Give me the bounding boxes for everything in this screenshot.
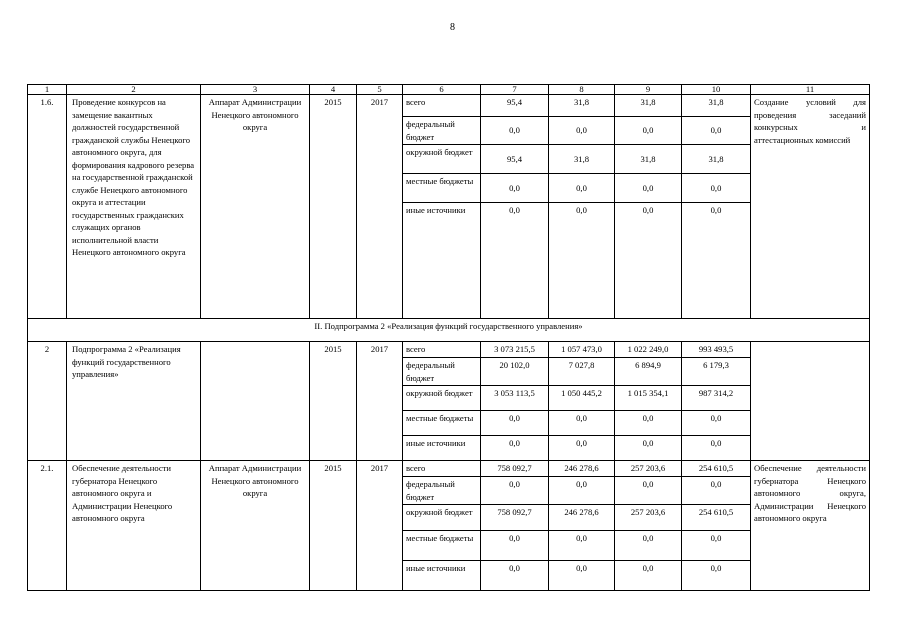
funding-source: окружной бюджет bbox=[403, 386, 481, 411]
funding-source: всего bbox=[403, 95, 481, 117]
value-total: 3 073 215,5 bbox=[481, 342, 549, 358]
value-2015: 31,8 bbox=[549, 95, 615, 117]
column-number: 4 bbox=[310, 85, 357, 95]
value-2015: 0,0 bbox=[549, 117, 615, 145]
value-2015: 1 050 445,2 bbox=[549, 386, 615, 411]
page-number: 8 bbox=[450, 22, 455, 33]
row-number: 2.1. bbox=[28, 461, 67, 591]
value-2015: 0,0 bbox=[549, 203, 615, 319]
column-number: 2 bbox=[67, 85, 201, 95]
value-total: 20 102,0 bbox=[481, 358, 549, 386]
column-number: 7 bbox=[481, 85, 549, 95]
value-total: 0,0 bbox=[481, 477, 549, 505]
value-total: 758 092,7 bbox=[481, 505, 549, 531]
value-2017: 0,0 bbox=[682, 117, 751, 145]
value-2015: 0,0 bbox=[549, 174, 615, 203]
value-2015: 7 027,8 bbox=[549, 358, 615, 386]
section-row bbox=[28, 319, 870, 342]
value-2016: 6 894,9 bbox=[615, 358, 682, 386]
funding-source: местные бюджеты bbox=[403, 531, 481, 561]
column-number: 8 bbox=[549, 85, 615, 95]
funding-source: федеральный бюджет bbox=[403, 358, 481, 386]
row-number: 1.6. bbox=[28, 95, 67, 319]
value-2017: 254 610,5 bbox=[682, 461, 751, 477]
value-2016: 0,0 bbox=[615, 477, 682, 505]
value-2016: 257 203,6 bbox=[615, 461, 682, 477]
value-2016: 31,8 bbox=[615, 145, 682, 174]
value-2015: 1 057 473,0 bbox=[549, 342, 615, 358]
table-row bbox=[28, 342, 870, 358]
column-number: 3 bbox=[201, 85, 310, 95]
value-total: 0,0 bbox=[481, 436, 549, 461]
funding-source: иные источники bbox=[403, 203, 481, 319]
value-2016: 257 203,6 bbox=[615, 505, 682, 531]
column-number: 10 bbox=[682, 85, 751, 95]
value-2017: 0,0 bbox=[682, 477, 751, 505]
value-2017: 0,0 bbox=[682, 174, 751, 203]
executor: Аппарат Администрации Ненецкого автономного округа bbox=[201, 461, 310, 591]
value-2016: 31,8 bbox=[615, 95, 682, 117]
row-number: 2 bbox=[28, 342, 67, 461]
measure-name: Обеспечение деятельности губернатора Ненецкого автономного округа и Администрации Ненецкого автономного округа bbox=[67, 461, 201, 591]
value-total: 3 053 113,5 bbox=[481, 386, 549, 411]
column-number: 9 bbox=[615, 85, 682, 95]
value-total: 0,0 bbox=[481, 117, 549, 145]
funding-source: всего bbox=[403, 461, 481, 477]
funding-source: окружной бюджет bbox=[403, 505, 481, 531]
value-2015: 0,0 bbox=[549, 561, 615, 591]
expected-result bbox=[751, 342, 870, 461]
funding-source: иные источники bbox=[403, 436, 481, 461]
value-total: 0,0 bbox=[481, 531, 549, 561]
value-2016: 0,0 bbox=[615, 174, 682, 203]
value-total: 0,0 bbox=[481, 411, 549, 436]
column-number: 5 bbox=[357, 85, 403, 95]
value-total: 758 092,7 bbox=[481, 461, 549, 477]
value-2016: 0,0 bbox=[615, 561, 682, 591]
value-2017: 0,0 bbox=[682, 561, 751, 591]
value-total: 0,0 bbox=[481, 174, 549, 203]
expected-result: Создание условий для проведения заседаний конкурсных и аттестационных комиссий bbox=[751, 95, 870, 319]
executor: Аппарат Администрации Ненецкого автономного округа bbox=[201, 95, 310, 319]
value-2017: 987 314,2 bbox=[682, 386, 751, 411]
value-2017: 254 610,5 bbox=[682, 505, 751, 531]
value-2017: 6 179,3 bbox=[682, 358, 751, 386]
measure-name: Проведение конкурсов на замещение вакантных должностей государственной гражданской службы Ненецкого автономного округа, для формирования кадрового резерва на государственной гражданской службе Ненецкого автономного округа и аттестации государственных гражданских служащих органов исполнительной власти Ненецкого автономного округа bbox=[67, 95, 201, 319]
value-2016: 0,0 bbox=[615, 436, 682, 461]
end-year: 2017 bbox=[357, 342, 403, 461]
value-2016: 0,0 bbox=[615, 117, 682, 145]
value-2016: 0,0 bbox=[615, 411, 682, 436]
value-2016: 1 022 249,0 bbox=[615, 342, 682, 358]
value-2015: 246 278,6 bbox=[549, 505, 615, 531]
column-numbers-row bbox=[28, 85, 870, 95]
value-2017: 993 493,5 bbox=[682, 342, 751, 358]
program-table bbox=[27, 84, 870, 591]
funding-source: местные бюджеты bbox=[403, 411, 481, 436]
value-2015: 0,0 bbox=[549, 477, 615, 505]
start-year: 2015 bbox=[310, 95, 357, 319]
value-total: 0,0 bbox=[481, 203, 549, 319]
value-2017: 31,8 bbox=[682, 145, 751, 174]
measure-name: Подпрограмма 2 «Реализация функций государственного управления» bbox=[67, 342, 201, 461]
value-2015: 0,0 bbox=[549, 531, 615, 561]
funding-source: окружной бюджет bbox=[403, 145, 481, 174]
value-2015: 0,0 bbox=[549, 411, 615, 436]
value-2017: 0,0 bbox=[682, 411, 751, 436]
value-2015: 31,8 bbox=[549, 145, 615, 174]
value-2015: 0,0 bbox=[549, 436, 615, 461]
value-2017: 31,8 bbox=[682, 95, 751, 117]
value-2016: 0,0 bbox=[615, 203, 682, 319]
table-row bbox=[28, 95, 870, 117]
value-2016: 0,0 bbox=[615, 531, 682, 561]
value-2015: 246 278,6 bbox=[549, 461, 615, 477]
section-title: II. Подпрограмма 2 «Реализация функций государственного управления» bbox=[28, 319, 870, 342]
value-total: 95,4 bbox=[481, 95, 549, 117]
value-total: 95,4 bbox=[481, 145, 549, 174]
funding-source: федеральный бюджет bbox=[403, 477, 481, 505]
value-2017: 0,0 bbox=[682, 531, 751, 561]
column-number: 6 bbox=[403, 85, 481, 95]
table-row bbox=[28, 461, 870, 477]
funding-source: местные бюджеты bbox=[403, 174, 481, 203]
end-year: 2017 bbox=[357, 461, 403, 591]
start-year: 2015 bbox=[310, 342, 357, 461]
executor bbox=[201, 342, 310, 461]
value-2017: 0,0 bbox=[682, 436, 751, 461]
value-2016: 1 015 354,1 bbox=[615, 386, 682, 411]
expected-result: Обеспечение деятельности губернатора Ненецкого автономного округа, Администрации Ненецкого автономного округа bbox=[751, 461, 870, 591]
start-year: 2015 bbox=[310, 461, 357, 591]
funding-source: федеральный бюджет bbox=[403, 117, 481, 145]
column-number: 11 bbox=[751, 85, 870, 95]
column-number: 1 bbox=[28, 85, 67, 95]
funding-source: иные источники bbox=[403, 561, 481, 591]
value-total: 0,0 bbox=[481, 561, 549, 591]
end-year: 2017 bbox=[357, 95, 403, 319]
value-2017: 0,0 bbox=[682, 203, 751, 319]
funding-source: всего bbox=[403, 342, 481, 358]
